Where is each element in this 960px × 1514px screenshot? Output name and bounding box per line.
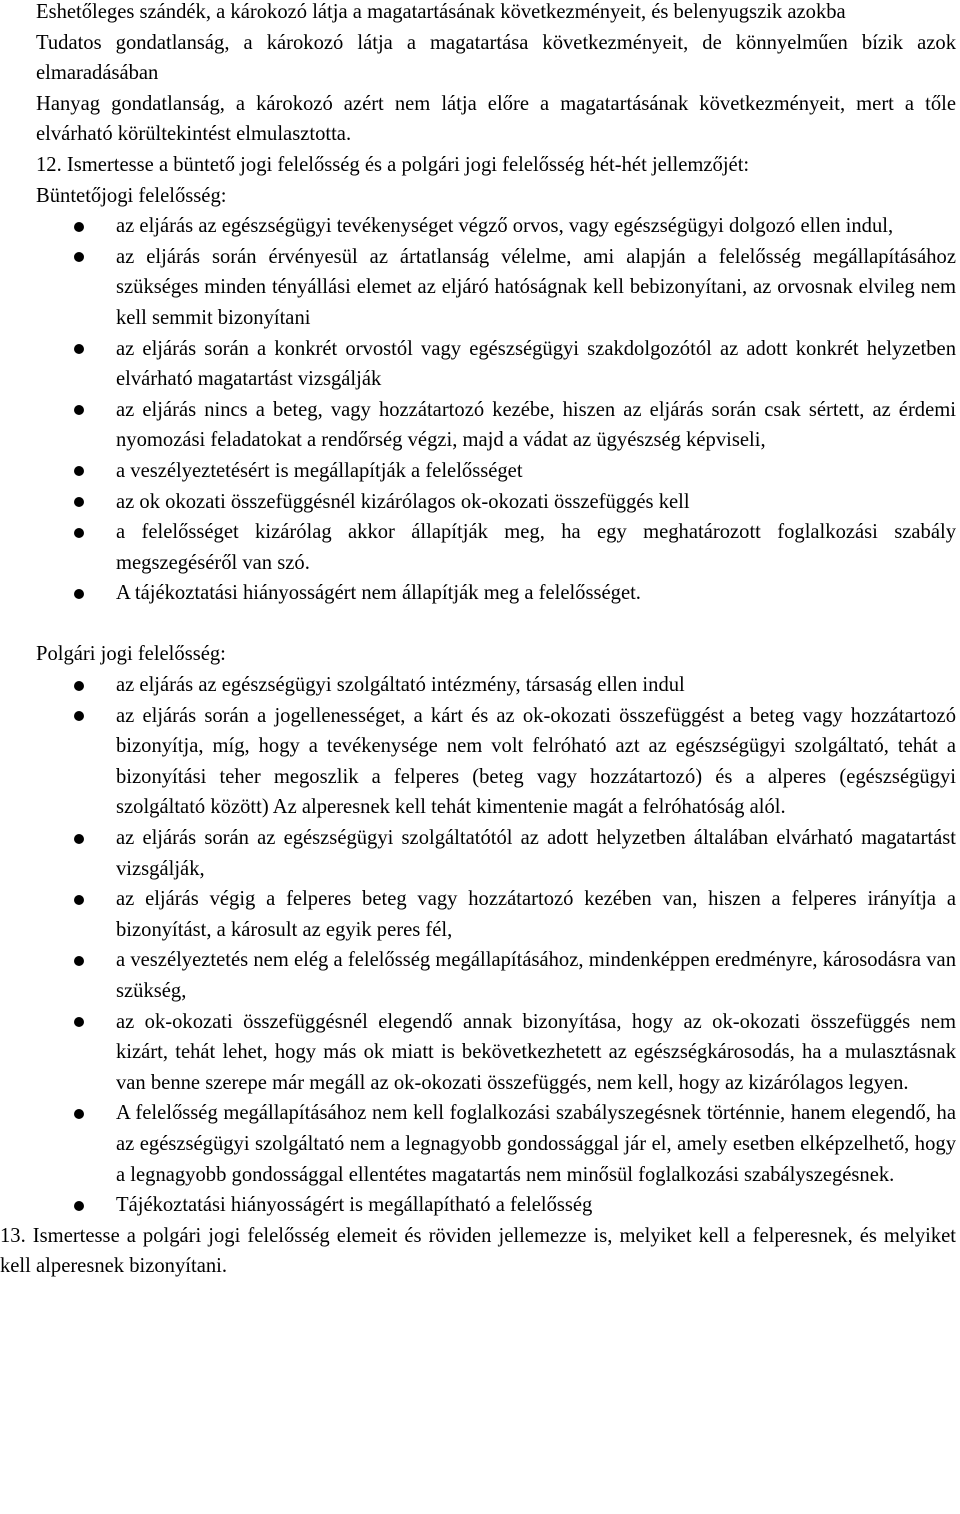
list-item: az eljárás az egészségügyi tevékenységet végző orvos, vagy egészségügyi dolgozó ellen indul, [36,211,956,242]
list-item: az eljárás során a jogellenességet, a kárt és az ok-okozati összefüggést a beteg vagy hozzátartozó bizonyítja, míg, hogy a tevékenysége nem volt felróható azt az egészségügyi szolgáltató, tehát a bizonyítási teher megoszlik a felperes (beteg vagy hozzátartozó) és a alperes (egészségügyi szolgáltató között) Az alperesnek kell tehát kimentenie magát a felróhatóság alól. [36,701,956,823]
list-item: Tájékoztatási hiányosságért is megállapítható a felelősség [36,1190,956,1221]
bullet-icon [74,222,84,232]
bullet-icon [74,589,84,599]
bullet-icon [74,1201,84,1211]
question-13-number: 13. [0,1224,26,1247]
bullet-icon [74,497,84,507]
section-spacer [36,609,956,640]
intro-paragraph-2: Tudatos gondatlanság, a károkozó látja a magatartása következményeit, de könnyelműen bízik azok elmaradásában [36,31,956,85]
intro-paragraph-3: Hanyag gondatlanság, a károkozó azért nem látja előre a magatartásának következményeit, mert a tőle elvárható körültekintést elmulasztotta. [36,92,956,146]
bullet-icon [74,252,84,262]
list-item: az eljárás során érvényesül az ártatlanság vélelme, ami alapján a felelősség megállapításához szükséges minden tényállási elemet az eljáró hatóságnak kell bebizonyítani, az orvosnak elvileg nem kell semmit bizonyítani [36,242,956,334]
criminal-liability-heading: Büntetőjogi felelősség: [36,184,227,207]
list-item: az eljárás során az egészségügyi szolgáltatótól az adott helyzetben általában elvárható magatartást vizsgálják, [36,823,956,884]
bullet-icon [74,681,84,691]
list-item: A tájékoztatási hiányosságért nem állapítják meg a felelősséget. [36,578,956,609]
bullet-icon [74,344,84,354]
list-item: a veszélyeztetésért is megállapítják a felelősséget [36,456,956,487]
question-13-text: Ismertesse a polgári jogi felelősség elemeit és röviden jellemezze is, melyiket kell a felperesnek, és melyiket kell alperesnek bizonyítani. [0,1224,956,1278]
bullet-icon [74,956,84,966]
bullet-icon [74,895,84,905]
list-item: az eljárás az egészségügyi szolgáltató intézmény, társaság ellen indul [36,670,956,701]
bullet-icon [74,1017,84,1027]
list-item: az eljárás végig a felperes beteg vagy hozzátartozó kezében van, hiszen a felperes irányítja a bizonyítást, a károsult az egyik peres fél, [36,884,956,945]
intro-paragraph-1: Eshetőleges szándék, a károkozó látja a magatartásának következményeit, és belenyugszik azokba [36,1,846,23]
list-item: az eljárás nincs a beteg, vagy hozzátartozó kezébe, hiszen az eljárás során csak sértett, az érdemi nyomozási feladatokat a rendőrség végzi, majd a vádat az ügyészség képviseli, [36,395,956,456]
list-item: a felelősséget kizárólag akkor állapítják meg, ha egy meghatározott foglalkozási szabály megszegéséről van szó. [36,517,956,578]
bullet-icon [74,1109,84,1119]
bullet-icon [74,466,84,476]
list-item: az ok okozati összefüggésnél kizárólagos ok-okozati összefüggés kell [36,487,956,518]
criminal-liability-list [36,211,956,609]
list-item: A felelősség megállapításához nem kell foglalkozási szabályszegésnek történnie, hanem elegendő, ha az egészségügyi szolgáltató nem a legnagyobb gondossággal jár el, amely esetben elképzelhető, hogy a legnagyobb gondossággal ellentétes magatartás nem minősül foglalkozási szabályszegésnek. [36,1098,956,1190]
civil-liability-list [36,670,956,1221]
question-12 [36,150,956,181]
list-item: az ok-okozati összefüggésnél elegendő annak bizonyítása, hogy az ok-okozati összefüggés nem kizárt, tehát lehet, hogy más ok miatt is bekövetkezhetett az egészségkárosodás, ha a mulasztásnak van benne szerepe már megáll az ok-okozati összefüggés, nem kell, hogy az kizárólagos legyen. [36,1007,956,1099]
bullet-icon [74,834,84,844]
question-12-number: 12. [36,153,62,176]
bullet-icon [74,405,84,415]
bullet-icon [74,711,84,721]
question-13 [0,1221,956,1282]
list-item: a veszélyeztetés nem elég a felelősség megállapításához, mindenképpen eredményre, károsodásra van szükség, [36,945,956,1006]
civil-liability-heading: Polgári jogi felelősség: [36,643,226,666]
question-12-text: Ismertesse a büntető jogi felelősség és a polgári jogi felelősség hét-hét jellemzőjét: [66,153,750,176]
bullet-icon [74,528,84,538]
list-item: az eljárás során a konkrét orvostól vagy egészségügyi szakdolgozótól az adott konkrét helyzetben elvárható magatartást vizsgálják [36,334,956,395]
